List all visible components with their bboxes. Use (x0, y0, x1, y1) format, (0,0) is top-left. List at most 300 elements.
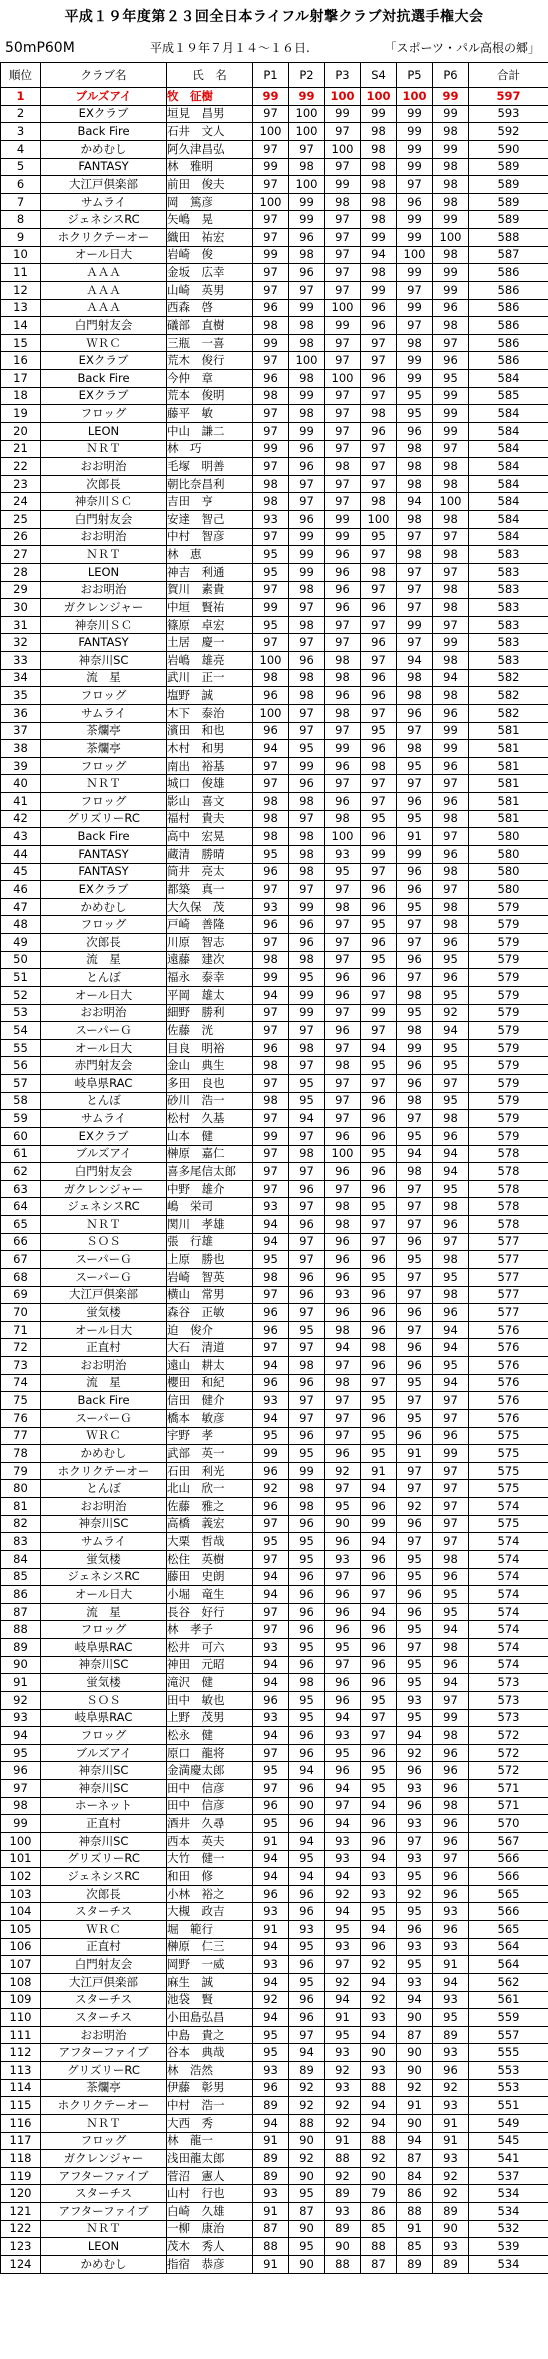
p5-score-cell: 97 (397, 1286, 433, 1304)
total-score-cell: 582 (469, 687, 548, 705)
p1-score-cell: 94 (253, 2114, 289, 2132)
total-score-cell: 589 (469, 176, 548, 194)
p6-score-cell: 96 (433, 2062, 469, 2080)
p2-score-cell: 98 (289, 581, 325, 599)
p1-score-cell: 93 (253, 898, 289, 916)
total-score-cell: 564 (469, 1938, 548, 1956)
table-row (1, 740, 548, 758)
p6-score-cell: 97 (433, 440, 469, 458)
rank-cell: 95 (1, 1744, 41, 1762)
p6-score-cell: 98 (433, 246, 469, 264)
shooter-name-cell: 松住 英樹 (167, 1550, 253, 1568)
p1-score-cell: 89 (253, 2150, 289, 2168)
p1-score-cell: 99 (253, 88, 289, 106)
table-row (1, 1145, 548, 1163)
s4-score-cell: 96 (361, 1832, 397, 1850)
table-row (1, 1568, 548, 1586)
club-cell: かめむし (41, 2255, 167, 2273)
p1-score-cell: 98 (253, 493, 289, 511)
p6-score-cell: 96 (433, 1304, 469, 1322)
table-row (1, 2009, 548, 2027)
s4-score-cell: 97 (361, 1727, 397, 1745)
total-score-cell: 576 (469, 1357, 548, 1375)
s4-score-cell: 96 (361, 1251, 397, 1269)
p5-score-cell: 98 (397, 546, 433, 564)
p2-score-cell: 99 (289, 546, 325, 564)
total-score-cell: 578 (469, 1180, 548, 1198)
p3-score-cell: 99 (325, 511, 361, 529)
p6-score-cell: 97 (433, 1075, 469, 1093)
p3-score-cell: 91 (325, 2009, 361, 2027)
total-score-cell: 545 (469, 2132, 548, 2150)
p5-score-cell: 96 (397, 793, 433, 811)
rank-cell: 14 (1, 317, 41, 335)
p1-score-cell: 96 (253, 1304, 289, 1322)
p2-score-cell: 97 (289, 1198, 325, 1216)
p6-score-cell: 93 (433, 2044, 469, 2062)
club-cell: ＮＲＴ (41, 775, 167, 793)
p3-score-cell: 88 (325, 2150, 361, 2168)
p1-score-cell: 96 (253, 916, 289, 934)
p5-score-cell: 87 (397, 2150, 433, 2168)
table-row (1, 863, 548, 881)
p5-score-cell: 97 (397, 1180, 433, 1198)
p6-score-cell: 96 (433, 1656, 469, 1674)
total-score-cell: 579 (469, 1022, 548, 1040)
p1-score-cell: 96 (253, 1498, 289, 1516)
shooter-name-cell: 小堀 竜生 (167, 1586, 253, 1604)
total-score-cell: 583 (469, 581, 548, 599)
p3-score-cell: 100 (325, 370, 361, 388)
p3-score-cell: 97 (325, 1797, 361, 1815)
p3-score-cell: 96 (325, 1163, 361, 1181)
p5-score-cell: 90 (397, 2062, 433, 2080)
p5-score-cell: 97 (397, 1392, 433, 1410)
s4-score-cell: 94 (361, 246, 397, 264)
p5-score-cell: 98 (397, 475, 433, 493)
total-score-cell: 576 (469, 1321, 548, 1339)
total-score-cell: 573 (469, 1691, 548, 1709)
club-cell: 正直村 (41, 1339, 167, 1357)
club-cell: アフターファイブ (41, 2044, 167, 2062)
p3-score-cell: 98 (325, 810, 361, 828)
club-cell: ＷＲＣ (41, 334, 167, 352)
p1-score-cell: 93 (253, 1198, 289, 1216)
table-row (1, 1427, 548, 1445)
p6-score-cell: 96 (433, 757, 469, 775)
p1-score-cell: 97 (253, 229, 289, 247)
total-score-cell: 579 (469, 986, 548, 1004)
p2-score-cell: 92 (289, 2097, 325, 2115)
p2-score-cell: 95 (289, 1691, 325, 1709)
p1-score-cell: 97 (253, 105, 289, 123)
s4-score-cell: 95 (361, 810, 397, 828)
total-score-cell: 576 (469, 1374, 548, 1392)
p5-score-cell: 96 (397, 1233, 433, 1251)
rank-cell: 124 (1, 2255, 41, 2273)
club-cell: ガクレンジャー (41, 2150, 167, 2168)
rank-cell: 56 (1, 1057, 41, 1075)
rank-cell: 36 (1, 704, 41, 722)
p1-score-cell: 98 (253, 793, 289, 811)
p1-score-cell: 96 (253, 1321, 289, 1339)
header-s4: S4 (361, 63, 397, 88)
rank-cell: 98 (1, 1797, 41, 1815)
p2-score-cell: 96 (289, 1885, 325, 1903)
p3-score-cell: 94 (325, 1868, 361, 1886)
shooter-name-cell: 織田 祐宏 (167, 229, 253, 247)
shooter-name-cell: 山本 健 (167, 1127, 253, 1145)
table-row (1, 1092, 548, 1110)
total-score-cell: 586 (469, 299, 548, 317)
total-score-cell: 585 (469, 387, 548, 405)
p1-score-cell: 93 (253, 1392, 289, 1410)
rank-cell: 3 (1, 123, 41, 141)
table-row (1, 158, 548, 176)
s4-score-cell: 94 (361, 1850, 397, 1868)
club-cell: フロッグ (41, 405, 167, 423)
s4-score-cell: 87 (361, 2255, 397, 2273)
table-row (1, 1727, 548, 1745)
s4-score-cell: 97 (361, 1374, 397, 1392)
total-score-cell: 564 (469, 1956, 548, 1974)
total-score-cell: 587 (469, 246, 548, 264)
club-cell: 蛍気楼 (41, 1674, 167, 1692)
p2-score-cell: 95 (289, 1075, 325, 1093)
p5-score-cell: 93 (397, 1938, 433, 1956)
p5-score-cell: 95 (397, 1568, 433, 1586)
club-cell: 正直村 (41, 1815, 167, 1833)
p6-score-cell: 96 (433, 969, 469, 987)
club-cell: ブルズアイ (41, 1744, 167, 1762)
p1-score-cell: 93 (253, 1709, 289, 1727)
p5-score-cell: 93 (397, 1780, 433, 1798)
p2-score-cell: 95 (289, 740, 325, 758)
rank-cell: 83 (1, 1533, 41, 1551)
p1-score-cell: 96 (253, 370, 289, 388)
p6-score-cell: 95 (433, 2009, 469, 2027)
s4-score-cell: 95 (361, 1780, 397, 1798)
table-row (1, 193, 548, 211)
p6-score-cell: 93 (433, 2150, 469, 2168)
rank-cell: 121 (1, 2203, 41, 2221)
total-score-cell: 534 (469, 2185, 548, 2203)
p5-score-cell: 94 (397, 1727, 433, 1745)
club-cell: Back Fire (41, 828, 167, 846)
p2-score-cell: 96 (289, 1286, 325, 1304)
club-cell: ジェネシスRC (41, 211, 167, 229)
p5-score-cell: 97 (397, 934, 433, 952)
p6-score-cell: 98 (433, 317, 469, 335)
club-cell: 岐阜県RAC (41, 1639, 167, 1657)
club-cell: 正直村 (41, 1938, 167, 1956)
table-row (1, 1445, 548, 1463)
s4-score-cell: 93 (361, 1885, 397, 1903)
p6-score-cell: 99 (433, 387, 469, 405)
p6-score-cell: 97 (433, 828, 469, 846)
p1-score-cell: 97 (253, 176, 289, 194)
p1-score-cell: 95 (253, 1427, 289, 1445)
p3-score-cell: 94 (325, 1780, 361, 1798)
shooter-name-cell: 岩崎 智英 (167, 1268, 253, 1286)
total-score-cell: 579 (469, 969, 548, 987)
rank-cell: 88 (1, 1621, 41, 1639)
total-score-cell: 574 (469, 1498, 548, 1516)
p6-score-cell: 98 (433, 810, 469, 828)
p5-score-cell: 97 (397, 1198, 433, 1216)
rank-cell: 91 (1, 1674, 41, 1692)
p5-score-cell: 97 (397, 281, 433, 299)
shooter-name-cell: 田中 信彦 (167, 1797, 253, 1815)
shooter-name-cell: 小林 裕之 (167, 1885, 253, 1903)
p5-score-cell: 95 (397, 898, 433, 916)
shooter-name-cell: 塩野 誠 (167, 687, 253, 705)
total-score-cell: 576 (469, 1339, 548, 1357)
rank-cell: 22 (1, 458, 41, 476)
p5-score-cell: 99 (397, 123, 433, 141)
table-row (1, 1550, 548, 1568)
club-cell: フロッグ (41, 757, 167, 775)
p5-score-cell: 95 (397, 1251, 433, 1269)
s4-score-cell: 98 (361, 193, 397, 211)
p6-score-cell: 98 (433, 1639, 469, 1657)
total-score-cell: 583 (469, 634, 548, 652)
shooter-name-cell: 上原 勝也 (167, 1251, 253, 1269)
p5-score-cell: 98 (397, 740, 433, 758)
table-row (1, 1691, 548, 1709)
p3-score-cell: 96 (325, 1127, 361, 1145)
header-p6: P6 (433, 63, 469, 88)
rank-cell: 59 (1, 1110, 41, 1128)
club-cell: ＡＡＡ (41, 264, 167, 282)
rank-cell: 60 (1, 1127, 41, 1145)
club-cell: 流 星 (41, 669, 167, 687)
table-row (1, 1286, 548, 1304)
shooter-name-cell: 細野 勝利 (167, 1004, 253, 1022)
club-cell: かめむし (41, 1445, 167, 1463)
p5-score-cell: 96 (397, 881, 433, 899)
p1-score-cell: 97 (253, 1780, 289, 1798)
p6-score-cell: 98 (433, 652, 469, 670)
p5-score-cell: 92 (397, 2079, 433, 2097)
p6-score-cell: 97 (433, 1462, 469, 1480)
table-row (1, 229, 548, 247)
p5-score-cell: 95 (397, 1903, 433, 1921)
total-score-cell: 582 (469, 669, 548, 687)
p3-score-cell: 96 (325, 1533, 361, 1551)
shooter-name-cell: 金満慶太郎 (167, 1762, 253, 1780)
shooter-name-cell: 遠藤 建次 (167, 951, 253, 969)
club-cell: FANTASY (41, 845, 167, 863)
p5-score-cell: 86 (397, 2185, 433, 2203)
p5-score-cell: 95 (397, 757, 433, 775)
p2-score-cell: 96 (289, 1815, 325, 1833)
p6-score-cell: 98 (433, 1797, 469, 1815)
rank-cell: 92 (1, 1691, 41, 1709)
total-score-cell: 555 (469, 2044, 548, 2062)
table-row (1, 1075, 548, 1093)
p3-score-cell: 99 (325, 176, 361, 194)
table-row (1, 1850, 548, 1868)
s4-score-cell: 94 (361, 2114, 397, 2132)
p6-score-cell: 96 (433, 299, 469, 317)
p5-score-cell: 90 (397, 2009, 433, 2027)
p2-score-cell: 97 (289, 1339, 325, 1357)
shooter-name-cell: 関川 孝雄 (167, 1216, 253, 1234)
p6-score-cell: 95 (433, 1057, 469, 1075)
p3-score-cell: 98 (325, 898, 361, 916)
table-row (1, 405, 548, 423)
table-row (1, 1374, 548, 1392)
p6-score-cell: 92 (433, 2167, 469, 2185)
shooter-name-cell: 毛塚 明善 (167, 458, 253, 476)
total-score-cell: 579 (469, 1092, 548, 1110)
s4-score-cell: 98 (361, 176, 397, 194)
p2-score-cell: 99 (289, 193, 325, 211)
p2-score-cell: 97 (289, 475, 325, 493)
s4-score-cell: 88 (361, 2132, 397, 2150)
p2-score-cell: 96 (289, 229, 325, 247)
p5-score-cell: 97 (397, 722, 433, 740)
club-cell: おお明治 (41, 458, 167, 476)
p3-score-cell: 96 (325, 986, 361, 1004)
p3-score-cell: 94 (325, 1903, 361, 1921)
shooter-name-cell: 川原 智志 (167, 934, 253, 952)
rank-cell: 119 (1, 2167, 41, 2185)
club-cell: FANTASY (41, 863, 167, 881)
club-cell: ＮＲＴ (41, 1216, 167, 1234)
p1-score-cell: 95 (253, 1762, 289, 1780)
table-row (1, 951, 548, 969)
p3-score-cell: 94 (325, 1815, 361, 1833)
p6-score-cell: 94 (433, 669, 469, 687)
club-cell: 神奈川SC (41, 1515, 167, 1533)
p3-score-cell: 95 (325, 1744, 361, 1762)
rank-cell: 54 (1, 1022, 41, 1040)
p3-score-cell: 97 (325, 1409, 361, 1427)
p1-score-cell: 99 (253, 1445, 289, 1463)
shooter-name-cell: 安達 智己 (167, 511, 253, 529)
p2-score-cell: 95 (289, 1709, 325, 1727)
s4-score-cell: 96 (361, 299, 397, 317)
p2-score-cell: 99 (289, 387, 325, 405)
p6-score-cell: 98 (433, 458, 469, 476)
p6-score-cell: 94 (433, 1674, 469, 1692)
s4-score-cell: 95 (361, 1057, 397, 1075)
p6-score-cell: 99 (433, 740, 469, 758)
shooter-name-cell: 高橋 義宏 (167, 1515, 253, 1533)
p1-score-cell: 98 (253, 1268, 289, 1286)
p5-score-cell: 95 (397, 1374, 433, 1392)
total-score-cell: 577 (469, 1233, 548, 1251)
shooter-name-cell: 榊原 仁三 (167, 1938, 253, 1956)
p5-score-cell: 99 (397, 1039, 433, 1057)
header-rank: 順位 (1, 63, 41, 88)
p3-score-cell: 100 (325, 828, 361, 846)
p2-score-cell: 99 (289, 757, 325, 775)
p3-score-cell: 96 (325, 1586, 361, 1604)
club-cell: スーパーＧ (41, 1022, 167, 1040)
p5-score-cell: 97 (397, 1533, 433, 1551)
p6-score-cell: 96 (433, 934, 469, 952)
rank-cell: 100 (1, 1832, 41, 1850)
p2-score-cell: 99 (289, 528, 325, 546)
p5-score-cell: 95 (397, 1127, 433, 1145)
club-cell: 大江戸倶楽部 (41, 176, 167, 194)
p3-score-cell: 96 (325, 1022, 361, 1040)
shooter-name-cell: 原口 龍将 (167, 1744, 253, 1762)
p1-score-cell: 97 (253, 1163, 289, 1181)
s4-score-cell: 92 (361, 2150, 397, 2168)
shooter-name-cell: 松永 健 (167, 1727, 253, 1745)
total-score-cell: 576 (469, 1392, 548, 1410)
rank-cell: 99 (1, 1815, 41, 1833)
table-row (1, 458, 548, 476)
table-row (1, 123, 548, 141)
p3-score-cell: 97 (325, 264, 361, 282)
table-row (1, 281, 548, 299)
table-row (1, 1921, 548, 1939)
p5-score-cell: 99 (397, 370, 433, 388)
p2-score-cell: 96 (289, 1780, 325, 1798)
shooter-name-cell: 荒本 俊明 (167, 387, 253, 405)
s4-score-cell: 96 (361, 1656, 397, 1674)
p6-score-cell: 99 (433, 105, 469, 123)
club-cell: 流 星 (41, 1374, 167, 1392)
table-row (1, 1515, 548, 1533)
table-row (1, 1938, 548, 1956)
p1-score-cell: 91 (253, 2132, 289, 2150)
shooter-name-cell: 横山 常男 (167, 1286, 253, 1304)
table-row (1, 493, 548, 511)
p6-score-cell: 90 (433, 2220, 469, 2238)
club-cell: 白門射友会 (41, 511, 167, 529)
p1-score-cell: 95 (253, 1533, 289, 1551)
total-score-cell: 574 (469, 1621, 548, 1639)
shooter-name-cell: 松村 久基 (167, 1110, 253, 1128)
p1-score-cell: 89 (253, 2097, 289, 2115)
p6-score-cell: 99 (433, 281, 469, 299)
table-row (1, 1586, 548, 1604)
shooter-name-cell: 大栗 哲哉 (167, 1533, 253, 1551)
p5-score-cell: 93 (397, 1850, 433, 1868)
p6-score-cell: 97 (433, 881, 469, 899)
p6-score-cell: 96 (433, 704, 469, 722)
p2-score-cell: 98 (289, 616, 325, 634)
p3-score-cell: 96 (325, 546, 361, 564)
table-row (1, 1163, 548, 1181)
rank-cell: 87 (1, 1603, 41, 1621)
club-cell: おお明治 (41, 1498, 167, 1516)
p2-score-cell: 97 (289, 634, 325, 652)
shooter-name-cell: 大竹 健一 (167, 1850, 253, 1868)
total-score-cell: 566 (469, 1868, 548, 1886)
p2-score-cell: 96 (289, 1216, 325, 1234)
table-row (1, 511, 548, 529)
rank-cell: 34 (1, 669, 41, 687)
p3-score-cell: 92 (325, 2167, 361, 2185)
p1-score-cell: 94 (253, 1568, 289, 1586)
p1-score-cell: 97 (253, 422, 289, 440)
table-row (1, 1656, 548, 1674)
p5-score-cell: 96 (397, 704, 433, 722)
p6-score-cell: 95 (433, 1180, 469, 1198)
club-cell: Back Fire (41, 1392, 167, 1410)
p2-score-cell: 98 (289, 1357, 325, 1375)
total-score-cell: 578 (469, 1163, 548, 1181)
s4-score-cell: 97 (361, 775, 397, 793)
total-score-cell: 567 (469, 1832, 548, 1850)
